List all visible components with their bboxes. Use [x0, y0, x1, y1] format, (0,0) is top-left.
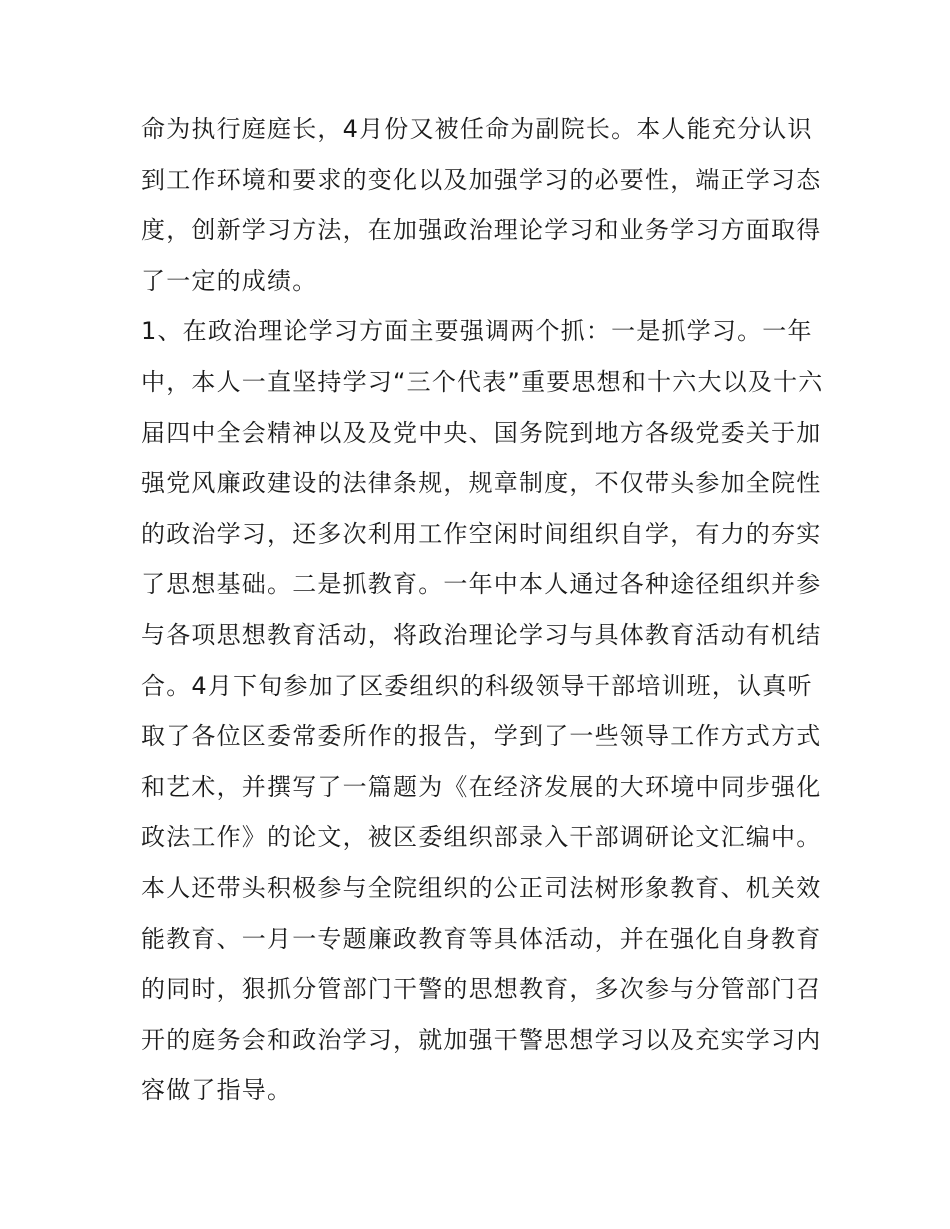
text-line: 容做了指导。 [141, 1076, 293, 1105]
text-line: 了思想基础。二是抓教育。一年中本人通过各种途径组织并参 [141, 570, 822, 599]
text-line: 开的庭务会和政治学习，就加强干警思想学习以及充实学习内 [141, 1025, 822, 1054]
text-line: 届四中全会精神以及及党中央、国务院到地方各级党委关于加 [141, 418, 822, 447]
text-line: 政法工作》的论文，被区委组织部录入干部调研论文汇编中。 [141, 823, 822, 852]
text-line: 的政治学习，还多次利用工作空闲时间组织自学，有力的夯实 [141, 519, 822, 548]
text-line: 强党风廉政建设的法律条规，规章制度，不仅带头参加全院性 [141, 469, 822, 498]
text-line: 能教育、一月一专题廉政教育等具体活动，并在强化自身教育 [141, 924, 822, 953]
text-line: 与各项思想教育活动，将政治理论学习与具体教育活动有机结 [141, 620, 822, 649]
text-line: 中，本人一直坚持学习“三个代表”重要思想和十六大以及十六 [141, 367, 824, 396]
text-line: 取了各位区委常委所作的报告，学到了一些领导工作方式方式 [141, 722, 822, 751]
text-line: 命为执行庭庭长，4月份又被任命为副院长。本人能充分认识 [141, 115, 813, 143]
text-line: 了一定的成绩。 [141, 266, 318, 295]
text-line: 的同时，狠抓分管部门干警的思想教育，多次参与分管部门召 [141, 975, 822, 1004]
text-line: 和艺术，并撰写了一篇题为《在经济发展的大环境中同步强化 [141, 772, 822, 801]
text-line: 本人还带头积极参与全院组织的公正司法树形象教育、机关效 [141, 873, 822, 902]
text-line: 到工作环境和要求的变化以及加强学习的必要性，端正学习态 [141, 165, 822, 194]
text-line: 1、在政治理论学习方面主要强调两个抓：一是抓学习。一年 [141, 317, 813, 346]
text-line: 合。4月下旬参加了区委组织的科级领导干部培训班，认真听 [141, 671, 813, 700]
text-line: 度，创新学习方法，在加强政治理论学习和业务学习方面取得 [141, 216, 822, 245]
body-text [141, 104, 824, 1116]
